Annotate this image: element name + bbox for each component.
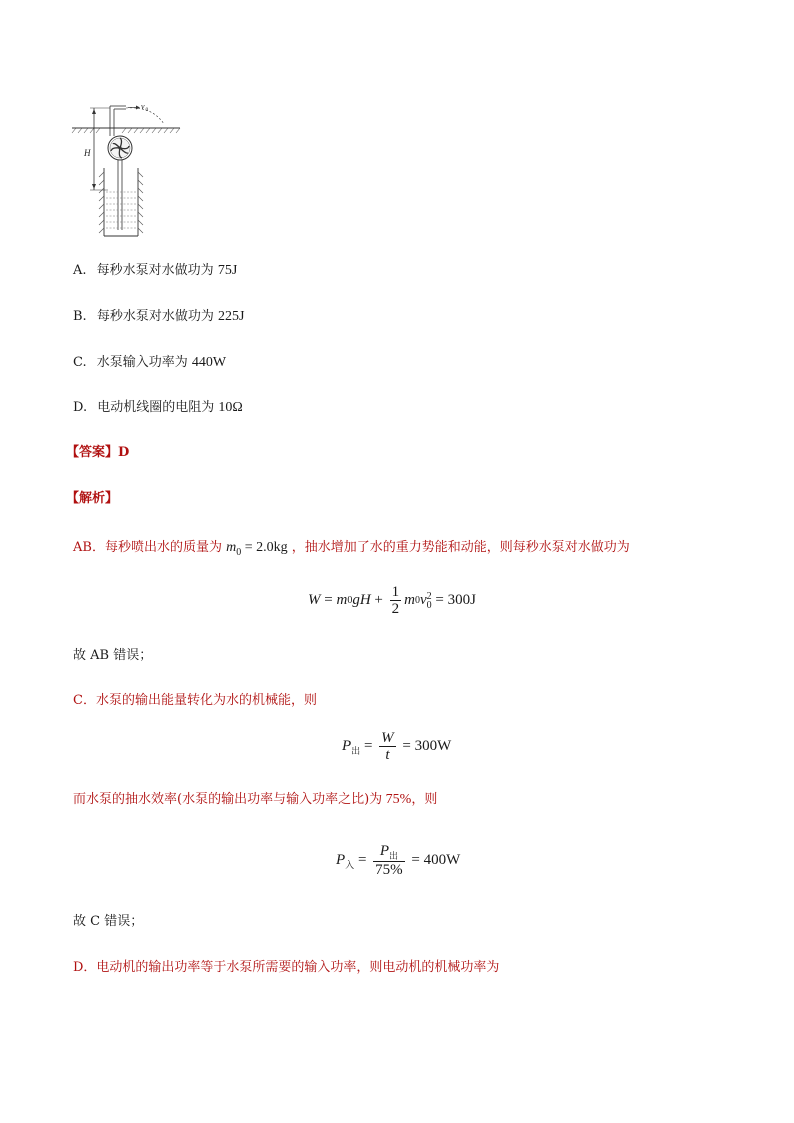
option-d-letter: D. xyxy=(73,400,88,415)
analysis-c-line: C．水泵的输出能量转化为水的机械能，则 xyxy=(73,693,317,708)
ab-mass-expression: $m_0 = 2.0kg$ xyxy=(226,540,288,558)
c-conclusion: 故 C 错误； xyxy=(73,914,144,929)
analysis-ab-line xyxy=(73,539,630,562)
option-a-letter: A. xyxy=(73,263,87,278)
option-b xyxy=(73,308,244,326)
height-label: H xyxy=(84,148,91,158)
analysis-c-line2: 而水泵的抽水效率(水泵的输出功率与输入功率之比)为 75%，则 xyxy=(73,792,438,807)
velocity-label: v xyxy=(141,102,145,111)
answer-line xyxy=(66,444,129,462)
option-d xyxy=(73,399,243,417)
equation-input-power: P 入 = $\frac{P_出}{75\%}$ = 400W xyxy=(336,843,461,878)
ab-prefix: AB．每秒喷出水的质量为 xyxy=(73,540,222,555)
equation-work: W = m 0 gH + $\frac{1}{2}$ m 0 v 2 0 = 300J xyxy=(308,584,476,617)
option-d-value: 10Ω xyxy=(218,400,243,415)
option-a xyxy=(73,262,237,280)
option-b-text: 每秒水泵对水做功为 xyxy=(96,309,214,324)
velocity-subscript: 0 xyxy=(145,107,149,113)
analysis-d-line: D．电动机的输出功率等于水泵所需要的输入功率，则电动机的机械功率为 xyxy=(73,960,500,975)
option-a-text: 每秒水泵对水做功为 xyxy=(96,263,214,278)
eq3-fraction: $\frac{P_出}{75\%}$ xyxy=(375,843,403,878)
option-c-text: 水泵输入功率为 xyxy=(96,355,188,370)
equation-output-power: P 出 = $\frac{W}{t}$ = 300W xyxy=(342,730,452,763)
eq2-fraction: $\frac{W}{t}$ xyxy=(381,730,394,763)
ab-conclusion: 故 AB 错误； xyxy=(73,648,153,663)
eq1-fraction: $\frac{1}{2}$ xyxy=(391,584,400,617)
option-c-value: 440W xyxy=(191,355,227,370)
option-b-letter: B. xyxy=(73,309,87,324)
option-d-text: 电动机线圈的电阻为 xyxy=(97,400,215,415)
option-c-letter: C. xyxy=(73,355,87,370)
ab-suffix: ，抽水增加了水的重力势能和动能，则每秒水泵对水做功为 xyxy=(291,540,630,555)
option-a-value: 75J xyxy=(217,263,238,278)
pump-diagram-svg xyxy=(68,98,184,240)
pump-diagram xyxy=(68,98,184,240)
option-c xyxy=(73,354,226,372)
answer-label: 【答案】 xyxy=(66,445,119,460)
option-b-value: 225J xyxy=(217,309,245,324)
answer-value: D xyxy=(118,445,130,460)
analysis-label: 【解析】 xyxy=(66,491,119,506)
